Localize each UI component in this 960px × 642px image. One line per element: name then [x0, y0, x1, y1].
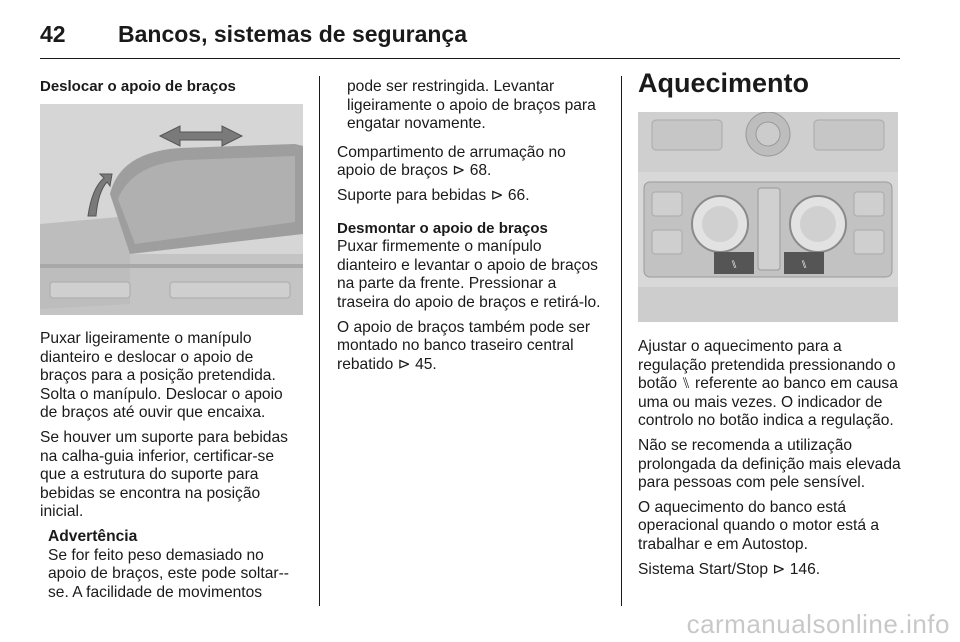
- heating-availability: O aquecimento do banco está operacional quando o motor está a trabalhar e em Autostop.: [638, 498, 880, 553]
- armrest-remove-instructions: Puxar firmemente o manípulo dianteiro e levantar o apoio de braços na parte da frente. Pressionar a traseira do apoio de braços e retirá-lo.: [337, 238, 601, 311]
- watermark: carmanualsonline.info: [686, 609, 950, 639]
- warning-continued: pode ser restringida. Levantar ligeiramente o apoio de braços para engatar novamente.: [347, 78, 596, 133]
- page-header: [40, 14, 467, 54]
- svg-text:⑊: ⑊: [800, 258, 808, 271]
- armrest-move-instructions: Puxar ligeiramente o manípulo dianteiro e deslocar o apoio de braços para a posição pretendida. Solta o manípulo. Deslocar o apoio de braços até ouvir que encaixa.: [40, 330, 283, 422]
- left-column-body: [40, 330, 302, 602]
- heating-caution: Não se recomenda a utilização prolongada da definição mais elevada para pessoas com pele sensível.: [638, 436, 901, 492]
- warning-block: [40, 528, 302, 602]
- warning-text: Se for feito peso demasiado no apoio de braços, este pode soltar--se. A facilidade de movimentos: [48, 546, 289, 601]
- page-number: 42: [40, 20, 66, 47]
- start-stop-reference: Sistema Start/Stop ⊳ 146.: [638, 560, 821, 578]
- left-column: [40, 78, 302, 103]
- cupholder-reference: Suporte para bebidas ⊳ 66.: [337, 186, 530, 204]
- cupholder-note: Se houver um suporte para bebidas na calha-guia inferior, certificar-se que a estrutura do suporte para bebidas se encontra na posição inicial.: [40, 428, 288, 521]
- middle-column: [337, 78, 603, 380]
- heating-controls-illustration: [638, 112, 898, 322]
- column-divider-right: [621, 76, 622, 606]
- svg-text:⑊: ⑊: [730, 258, 738, 271]
- control-panel-drawing: [638, 112, 898, 322]
- storage-reference: Compartimento de arrumação no apoio de braços ⊳ 68.: [337, 143, 566, 180]
- armrest-remove-heading: Desmontar o apoio de braços: [337, 219, 548, 237]
- right-column-body: [638, 338, 902, 585]
- header-rule: [40, 58, 900, 59]
- warning-title: Advertência: [48, 527, 138, 545]
- right-column: [638, 68, 900, 98]
- armrest-illustration: [40, 104, 303, 315]
- heating-heading: Aquecimento: [638, 68, 810, 98]
- armrest-move-heading: Deslocar o apoio de braços: [40, 78, 236, 95]
- rear-seat-note: O apoio de braços também pode ser montado no banco traseiro central rebatido ⊳ 45.: [337, 318, 591, 373]
- chapter-title: Bancos, sistemas de segurança: [118, 20, 467, 47]
- armrest-drawing: [40, 104, 303, 315]
- column-divider-left: [319, 76, 320, 606]
- heating-instructions: Ajustar o aquecimento para a regulação pretendida pressionando o botão ⑊ referente ao banco em causa uma ou mais vezes. O indicador de controlo no botão indica a regulação.: [638, 338, 898, 430]
